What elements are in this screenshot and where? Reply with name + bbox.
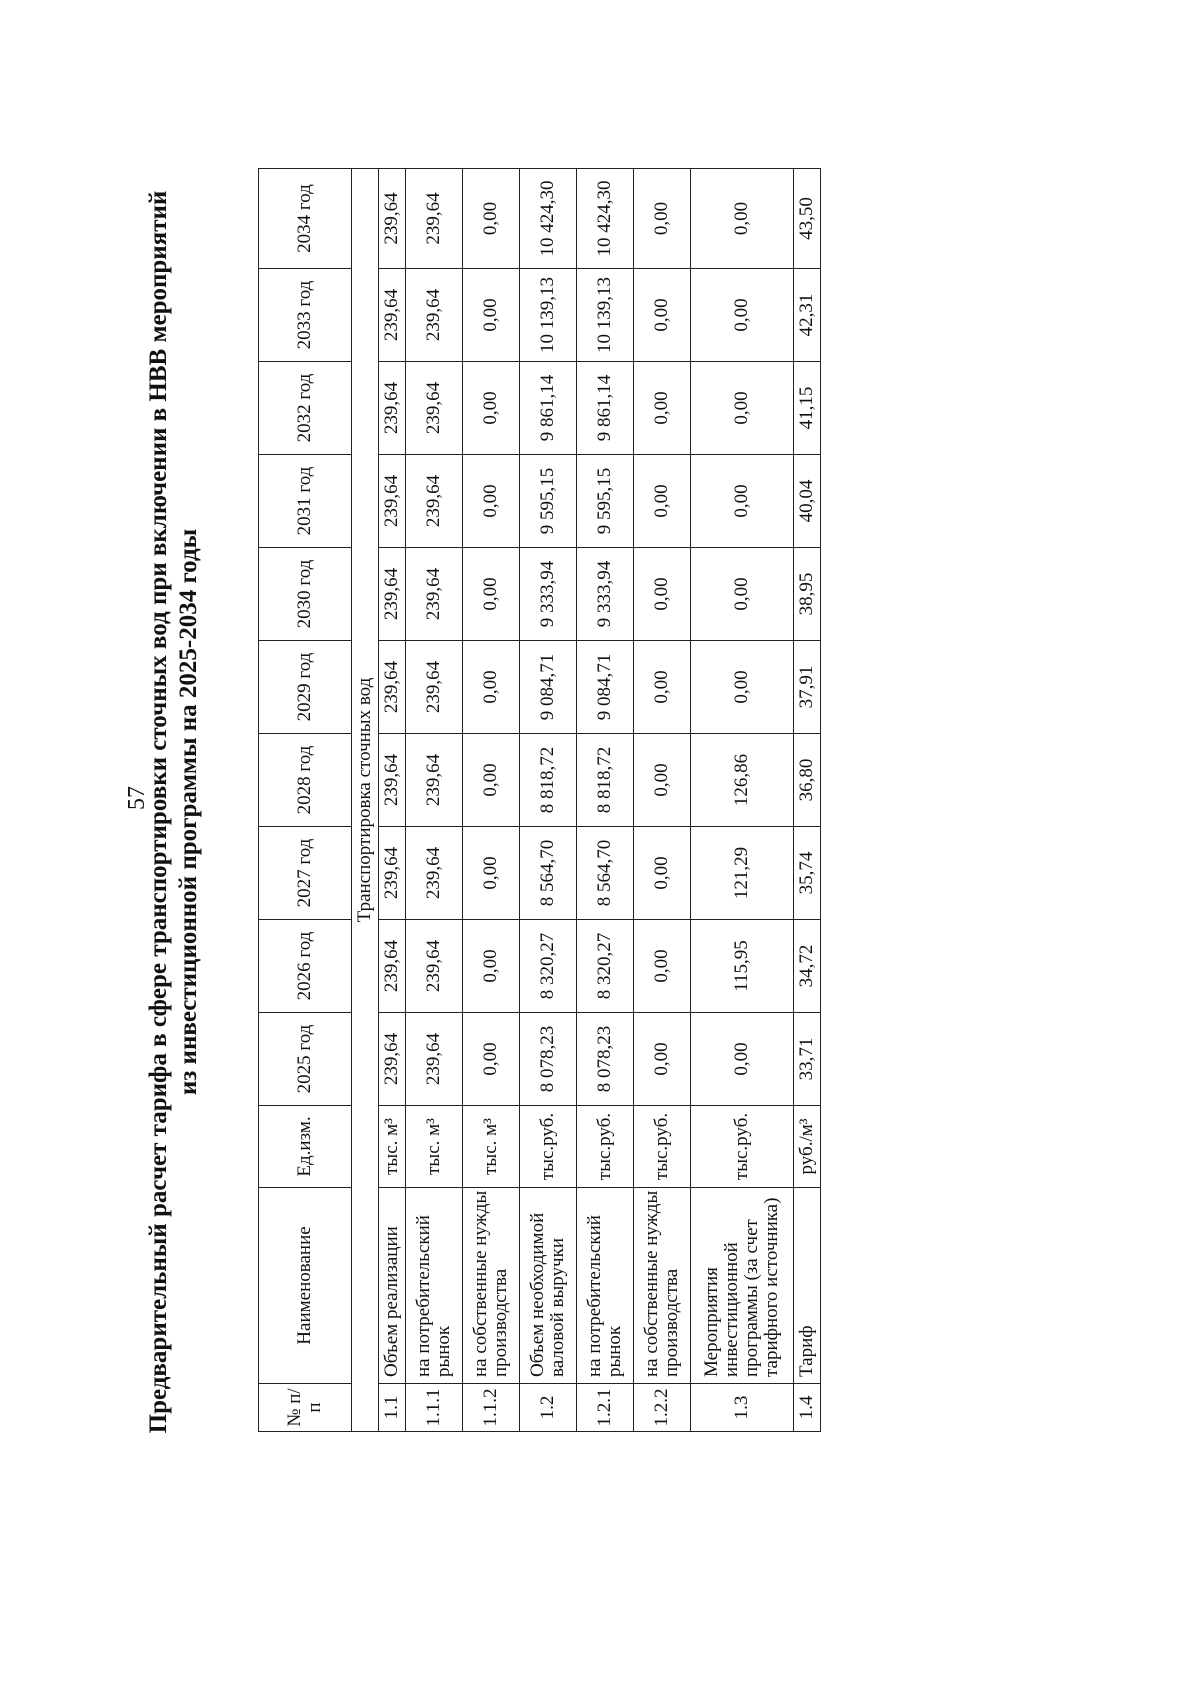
header-cell: № п/п: [259, 1384, 352, 1432]
value-cell: 43,50: [794, 169, 821, 269]
value-cell: 0,00: [463, 362, 520, 455]
value-cell: 9 861,14: [577, 362, 634, 455]
value-cell: 239,64: [406, 1013, 463, 1106]
value-cell: 38,95: [794, 548, 821, 641]
value-cell: 0,00: [634, 269, 691, 362]
value-cell: 8 818,72: [520, 734, 577, 827]
row-name-cell: Объем реализации: [379, 1188, 406, 1384]
value-cell: 0,00: [463, 169, 520, 269]
value-cell: 239,64: [379, 455, 406, 548]
value-cell: 239,64: [406, 734, 463, 827]
table-header-row: [259, 169, 352, 1432]
unit-cell: тыс.руб.: [634, 1106, 691, 1188]
section-row: [352, 169, 379, 1432]
value-cell: 0,00: [634, 734, 691, 827]
value-cell: 42,31: [794, 269, 821, 362]
row-number-cell: 1.4: [794, 1384, 821, 1432]
title-line-2: из инвестиционной программы на 2025-2034 годы: [175, 528, 202, 1096]
row-name-cell: Тариф: [794, 1188, 821, 1384]
header-cell: 2025 год: [259, 1013, 352, 1106]
value-cell: 10 424,30: [577, 169, 634, 269]
value-cell: 40,04: [794, 455, 821, 548]
value-cell: 0,00: [691, 169, 794, 269]
header-cell: 2032 год: [259, 362, 352, 455]
row-name-cell: Мероприятия инвестиционной программы (за счет тарифного источника): [691, 1188, 794, 1384]
header-cell: 2030 год: [259, 548, 352, 641]
value-cell: 239,64: [406, 455, 463, 548]
value-cell: 0,00: [634, 362, 691, 455]
value-cell: 239,64: [406, 548, 463, 641]
table-row: [379, 169, 406, 1432]
value-cell: 9 595,15: [577, 455, 634, 548]
value-cell: 10 139,13: [577, 269, 634, 362]
value-cell: 36,80: [794, 734, 821, 827]
value-cell: 37,91: [794, 641, 821, 734]
value-cell: 239,64: [379, 734, 406, 827]
value-cell: 8 564,70: [520, 827, 577, 920]
value-cell: 239,64: [406, 362, 463, 455]
value-cell: 41,15: [794, 362, 821, 455]
value-cell: 0,00: [634, 1013, 691, 1106]
row-number-cell: 1.3: [691, 1384, 794, 1432]
value-cell: 0,00: [463, 269, 520, 362]
value-cell: 0,00: [634, 641, 691, 734]
value-cell: 0,00: [463, 827, 520, 920]
header-cell: 2026 год: [259, 920, 352, 1013]
value-cell: 239,64: [406, 827, 463, 920]
row-name-cell: на собственные нужды производства: [634, 1188, 691, 1384]
row-name-cell: на собственные нужды производства: [463, 1188, 520, 1384]
value-cell: 121,29: [691, 827, 794, 920]
table-row: [634, 169, 691, 1432]
value-cell: 9 333,94: [577, 548, 634, 641]
value-cell: 239,64: [379, 362, 406, 455]
table-row: [577, 169, 634, 1432]
value-cell: 0,00: [463, 920, 520, 1013]
value-cell: 0,00: [463, 734, 520, 827]
value-cell: 0,00: [634, 169, 691, 269]
value-cell: 0,00: [634, 920, 691, 1013]
value-cell: 0,00: [634, 548, 691, 641]
header-cell: 2028 год: [259, 734, 352, 827]
table-row: [406, 169, 463, 1432]
value-cell: 239,64: [406, 641, 463, 734]
value-cell: 0,00: [691, 1013, 794, 1106]
value-cell: 8 320,27: [577, 920, 634, 1013]
row-number-cell: 1.2.1: [577, 1384, 634, 1432]
value-cell: 34,72: [794, 920, 821, 1013]
row-number-cell: 1.1.2: [463, 1384, 520, 1432]
row-number-cell: 1.2.2: [634, 1384, 691, 1432]
value-cell: 8 818,72: [577, 734, 634, 827]
value-cell: 0,00: [691, 362, 794, 455]
header-cell: 2033 год: [259, 269, 352, 362]
header-cell: 2027 год: [259, 827, 352, 920]
value-cell: 115,95: [691, 920, 794, 1013]
value-cell: 0,00: [634, 827, 691, 920]
value-cell: 0,00: [463, 1013, 520, 1106]
row-name-cell: Объем необходимой валовой выручки: [520, 1188, 577, 1384]
value-cell: 10 424,30: [520, 169, 577, 269]
value-cell: 0,00: [691, 269, 794, 362]
table-row: [463, 169, 520, 1432]
value-cell: 9 595,15: [520, 455, 577, 548]
title-line-1: Предварительный расчет тарифа в сфере транспортировки сточных вод при включении в НВВ мероприятий: [145, 190, 172, 1434]
unit-cell: тыс. м³: [379, 1106, 406, 1188]
unit-cell: тыс.руб.: [577, 1106, 634, 1188]
value-cell: 8 078,23: [520, 1013, 577, 1106]
header-cell: Наименование: [259, 1188, 352, 1384]
value-cell: 0,00: [463, 455, 520, 548]
unit-cell: тыс. м³: [463, 1106, 520, 1188]
value-cell: 0,00: [463, 641, 520, 734]
tariff-table: [258, 168, 821, 1432]
header-cell: 2031 год: [259, 455, 352, 548]
row-number-cell: 1.1.1: [406, 1384, 463, 1432]
value-cell: 239,64: [406, 920, 463, 1013]
value-cell: 8 564,70: [577, 827, 634, 920]
table-row: [794, 169, 821, 1432]
value-cell: 0,00: [634, 455, 691, 548]
row-number-cell: 1.1: [379, 1384, 406, 1432]
value-cell: 239,64: [379, 269, 406, 362]
value-cell: 239,64: [379, 1013, 406, 1106]
table-row: [691, 169, 794, 1432]
rotated-page-content: [144, 32, 1154, 1592]
value-cell: 126,86: [691, 734, 794, 827]
value-cell: 10 139,13: [520, 269, 577, 362]
value-cell: 239,64: [379, 641, 406, 734]
value-cell: 35,74: [794, 827, 821, 920]
value-cell: 0,00: [691, 641, 794, 734]
value-cell: 0,00: [691, 548, 794, 641]
unit-cell: тыс.руб.: [520, 1106, 577, 1188]
unit-cell: тыс. м³: [406, 1106, 463, 1188]
value-cell: 0,00: [463, 548, 520, 641]
value-cell: 239,64: [379, 548, 406, 641]
value-cell: 239,64: [379, 920, 406, 1013]
header-cell: 2029 год: [259, 641, 352, 734]
header-cell: Ед.изм.: [259, 1106, 352, 1188]
value-cell: 239,64: [406, 169, 463, 269]
table-row: [520, 169, 577, 1432]
page-number: 57: [124, 786, 150, 810]
unit-cell: руб./м³: [794, 1106, 821, 1188]
value-cell: 9 861,14: [520, 362, 577, 455]
section-label: Транспортировка сточных вод: [352, 169, 379, 1432]
row-name-cell: на потребительский рынок: [577, 1188, 634, 1384]
unit-cell: тыс.руб.: [691, 1106, 794, 1188]
value-cell: 8 320,27: [520, 920, 577, 1013]
value-cell: 8 078,23: [577, 1013, 634, 1106]
value-cell: 9 084,71: [577, 641, 634, 734]
row-number-cell: 1.2: [520, 1384, 577, 1432]
value-cell: 239,64: [379, 827, 406, 920]
header-cell: 2034 год: [259, 169, 352, 269]
value-cell: 33,71: [794, 1013, 821, 1106]
value-cell: 239,64: [406, 269, 463, 362]
row-name-cell: на потребительский рынок: [406, 1188, 463, 1384]
value-cell: 9 084,71: [520, 641, 577, 734]
value-cell: 0,00: [691, 455, 794, 548]
value-cell: 9 333,94: [520, 548, 577, 641]
document-title: [144, 32, 204, 1592]
value-cell: 239,64: [379, 169, 406, 269]
